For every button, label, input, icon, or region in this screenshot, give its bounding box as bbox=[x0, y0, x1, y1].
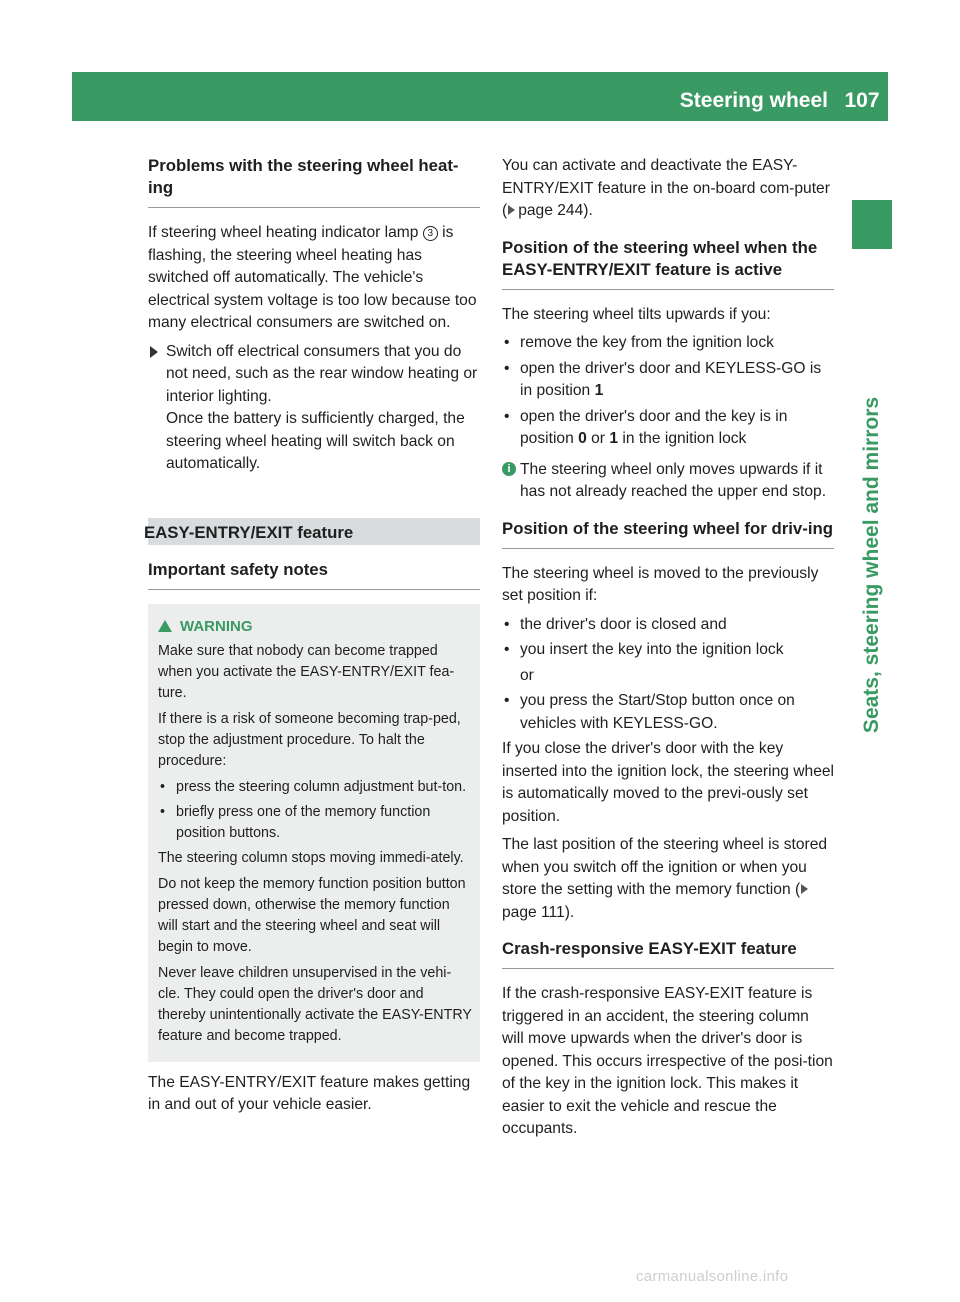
warning-paragraph: Do not keep the memory function position button pressed down, otherwise the memory function will start and the steering wheel and seat will begin to move. bbox=[158, 875, 466, 955]
page-number: 107 bbox=[836, 72, 888, 121]
page-reference-arrow-icon bbox=[801, 884, 808, 894]
paragraph-moved: The steering wheel is moved to the previously set position if: bbox=[502, 564, 819, 604]
side-tab-label: Seats, steering wheel and mirrors bbox=[860, 396, 883, 734]
step-arrow-icon bbox=[150, 346, 158, 358]
warning-paragraph: If there is a risk of someone becoming trap-ped, stop the adjustment procedure. To halt the procedure: bbox=[158, 710, 461, 769]
heading-position-driving: Position of the steering wheel for driv-ing bbox=[502, 518, 834, 549]
warning-box bbox=[148, 604, 480, 1062]
heading-steering-heating-problems: Problems with the steering wheel heat-ing bbox=[148, 155, 480, 208]
list-item: • open the driver's door and KEYLESS-GO is in position 1 bbox=[504, 359, 822, 399]
paragraph-heating-flashing: If steering wheel heating indicator lamp 3 is flashing, the steering wheel heating has switched off automatically. The vehicle's electrical system voltage is too low because too many electrical consumers are switched on. bbox=[148, 224, 477, 331]
indicator-number-icon: 3 bbox=[423, 226, 438, 241]
right-column bbox=[502, 155, 834, 1147]
warning-paragraph: The steering column stops moving immedi-ately. bbox=[158, 849, 464, 866]
heading-crash-responsive: Crash-responsive EASY-EXIT feature bbox=[502, 938, 834, 969]
list-item: • press the steering column adjustment but-ton. bbox=[160, 778, 467, 795]
left-column bbox=[144, 155, 480, 1123]
list-item: • open the driver's door and the key is in position 0 or 1 in the ignition lock bbox=[504, 407, 788, 447]
paragraph-close-door: If you close the driver's door with the key inserted into the ignition lock, the steering wheel is automatically moved to the previ-ously set position. bbox=[502, 740, 834, 825]
page-reference-link[interactable]: page 111 bbox=[502, 903, 565, 921]
page-reference-link[interactable]: page 244 bbox=[518, 202, 584, 219]
list-item: • you insert the key into the ignition lock bbox=[504, 641, 784, 658]
paragraph-activate: You can activate and deactivate the EASY-ENTRY/EXIT feature in the on-board com-puter ( page 244). bbox=[502, 157, 830, 219]
paragraph-tilts: The steering wheel tilts upwards if you: bbox=[502, 305, 771, 323]
running-header-title: Steering wheel bbox=[628, 72, 836, 121]
list-item: • you press the Start/Stop button once on vehicles with KEYLESS-GO. bbox=[504, 692, 795, 732]
warning-title: WARNING bbox=[158, 616, 472, 637]
info-note: i The steering wheel only moves upwards if it has not already reached the upper end stop. bbox=[502, 459, 834, 504]
or-text: or bbox=[520, 666, 534, 684]
heading-safety-notes: Important safety notes bbox=[148, 559, 480, 590]
warning-paragraph: Never leave children unsupervised in the vehi-cle. They could open the driver's door and thereby unintentionally activate the EASY-ENTRY feature and become trapped. bbox=[158, 964, 472, 1044]
section-header-easy-entry: EASY-ENTRY/EXIT feature bbox=[148, 518, 480, 545]
list-item: • the driver's door is closed and bbox=[504, 615, 727, 633]
page-reference-arrow-icon bbox=[508, 205, 515, 215]
paragraph-last-position: The last position of the steering wheel is stored when you switch off the ignition or when you store the setting with the memory function (page 111). bbox=[502, 836, 828, 921]
watermark: carmanualsonline.info bbox=[636, 1268, 789, 1285]
paragraph-crash: If the crash-responsive EASY-EXIT feature is triggered in an accident, the steering column will move upwards when the driver's door is opened. This occurs irrespective of the posi-tion of the key in the ignition lock. This makes it easier to exit the vehicle and rescue the occupants. bbox=[502, 985, 833, 1137]
paragraph-easy-entry-benefit: The EASY-ENTRY/EXIT feature makes getting in and out of your vehicle easier. bbox=[148, 1073, 471, 1113]
warning-triangle-icon bbox=[158, 620, 172, 632]
list-item: • briefly press one of the memory function position buttons. bbox=[160, 803, 431, 841]
instruction-step: Switch off electrical consumers that you do not need, such as the rear window heating or interior lighting. Once the battery is sufficiently charged, the steering wheel heating will switch back on automatically. bbox=[148, 341, 480, 476]
heading-position-easy-entry: Position of the steering wheel when the EASY-ENTRY/EXIT feature is active bbox=[502, 237, 834, 290]
list-item: • remove the key from the ignition lock bbox=[504, 334, 774, 351]
warning-paragraph: Make sure that nobody can become trapped when you activate the EASY-ENTRY/EXIT fea-ture. bbox=[158, 642, 455, 701]
info-icon: i bbox=[502, 462, 516, 476]
side-tab-marker bbox=[852, 200, 892, 249]
